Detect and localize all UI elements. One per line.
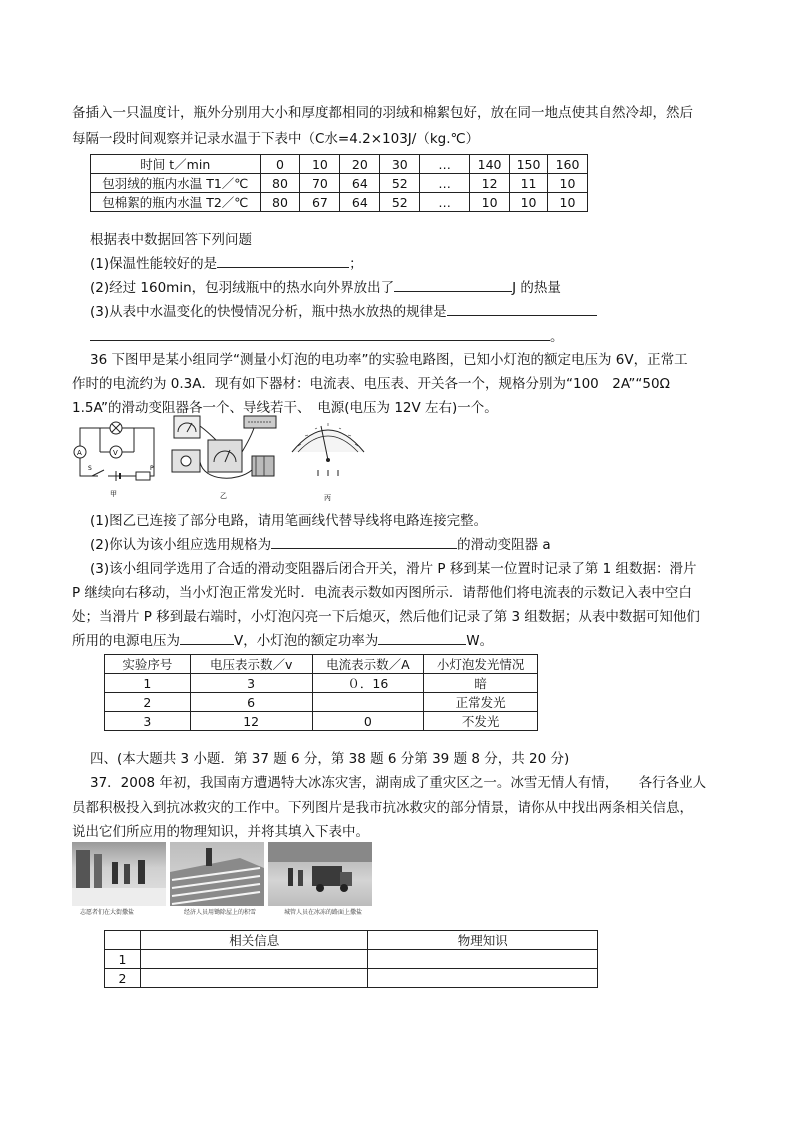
table-header-cell: 小灯泡发光情况 [424,655,538,674]
svg-text:P: P [150,465,154,472]
table-header-cell: 0 [260,155,300,174]
figure-label-a: 甲 [110,490,117,498]
section-4-title: 四、(本大题共 3 小题．第 37 题 6 分，第 38 题 6 分第 39 题 8 分，共 20 分) [90,751,570,767]
q36-sub-3-line-1: (3)该小组同学选用了合适的滑动变阻器后闭合开关，滑片 P 移到某一位置时记录了第 1 组数据：滑片 [90,561,697,577]
answer-blank[interactable] [378,630,466,645]
question-text: W。 [466,633,494,649]
question-text: V，小灯泡的额定功率为 [234,633,379,649]
q35-sub-3-cont [90,325,564,345]
apparatus-figure [168,412,280,502]
experiment-table-header-row [105,655,538,674]
table-row [105,693,538,712]
photo-roof-snow [170,842,264,906]
table-cell: 2 [105,969,141,988]
q35-sub-3 [90,300,597,320]
question-text: 的滑动变阻器 a [457,537,551,553]
photo-scene [72,842,166,906]
svg-text:A: A [77,449,82,457]
question-text: 。 [550,329,564,345]
answer-blank[interactable] [394,277,512,292]
q35-sub-1 [90,252,363,272]
table-header-cell: 30 [380,155,420,174]
question-text: J 的热量 [512,280,561,296]
table-cell: 52 [380,193,420,212]
table-cell: 包羽绒的瓶内水温 T1／℃ [91,174,261,193]
table-cell: 1 [105,674,191,693]
table-header-cell: 电压表示数／v [190,655,312,674]
table-cell: 52 [380,174,420,193]
table-header-cell: 物理知识 [368,931,598,950]
table-cell: 64 [340,193,380,212]
photo-caption: 志愿者们在大街撒盐 [80,909,135,916]
photo-scene [170,842,264,906]
table-cell: 1 [105,950,141,969]
table-cell: 11 [510,174,548,193]
table-row [105,712,538,731]
answer-cell[interactable] [140,950,368,969]
figure-label-c: 丙 [324,494,331,502]
table-cell: 80 [260,174,300,193]
temperature-table [90,154,588,212]
q37-line-3: 说出它们所应用的物理知识，并将其填入下表中。 [72,824,369,840]
table-cell[interactable] [312,693,424,712]
answer-cell[interactable] [140,969,368,988]
table-cell: … [420,193,470,212]
answer-blank[interactable] [217,253,349,268]
table-cell: 3 [190,674,312,693]
question-text: 所用的电源电压为 [72,633,180,649]
table-cell: ０．16 [312,674,424,693]
question-text: ； [349,256,363,272]
table-header-cell: 150 [510,155,548,174]
ammeter-dial-figure [288,414,368,502]
table-cell: … [420,174,470,193]
q36-line-3: 1.5A”的滑动变阻器各一个、导线若干、 电源(电压为 12V 左右)一个。 [72,400,498,416]
table-header-cell: 140 [470,155,510,174]
intro-line-1: 备插入一只温度计，瓶外分别用大小和厚度都相同的羽绒和棉絮包好，放在同一地点使其自然冷却，然后 [72,105,693,121]
table-cell: 10 [510,193,548,212]
table-cell: 64 [340,174,380,193]
table-header-cell: 时间 t／min [91,155,261,174]
table-cell: 70 [300,174,340,193]
table-header-cell: … [420,155,470,174]
question-text: (2)你认为该小组应选用规格为 [90,537,272,553]
table-header-cell: 相关信息 [140,931,368,950]
table-cell: 12 [190,712,312,731]
question-text: (1)保温性能较好的是 [90,256,218,272]
answer-blank[interactable] [271,534,457,549]
figure-label-b: 乙 [220,492,227,500]
table-cell: 10 [548,193,588,212]
table-cell: 正常发光 [424,693,538,712]
table-row [91,193,588,212]
table-cell: 暗 [424,674,538,693]
table-cell: 6 [190,693,312,712]
table-header-cell [105,931,141,950]
answer-table [104,930,598,988]
answer-blank[interactable] [90,326,550,341]
table-header-cell: 实验序号 [105,655,191,674]
table-row [91,174,588,193]
table-row [105,950,598,969]
table-cell: 包棉絮的瓶内水温 T2／℃ [91,193,261,212]
table-header-cell: 20 [340,155,380,174]
q36-sub-2 [90,533,551,553]
experiment-table [104,654,538,731]
table-header-cell: 电流表示数／A [312,655,424,674]
answer-cell[interactable] [368,950,598,969]
answer-table-header-row [105,931,598,950]
q36-sub-1: (1)图乙已连接了部分电路，请用笔画线代替导线将电路连接完整。 [90,513,488,529]
table-row [105,969,598,988]
answer-blank[interactable] [447,301,597,316]
photo-caption: 城管人员在冰冻的路面上撒盐 [284,909,363,916]
photo-caption: 经济人员用锄除屋上的积雪 [184,909,257,916]
table-row [105,674,538,693]
q36-line-1: 36 下图甲是某小组同学“测量小灯泡的电功率”的实验电路图，已知小灯泡的额定电压为 6V，正常工 [90,352,688,368]
svg-text:V: V [113,449,118,457]
q36-sub-3-line-2: P 继续向右移动，当小灯泡正常发光时．电流表示数如丙图所示．请帮他们将电流表的示数记入表中空白 [72,585,692,601]
table-cell: 10 [470,193,510,212]
question-text: (2)经过 160min，包羽绒瓶中的热水向外界放出了 [90,280,395,296]
temperature-table-header-row [91,155,588,174]
q37-line-1: 37．2008 年初，我国南方遭遇特大冰冻灾害，湖南成了重灾区之一。冰雪无情人有情， 各行各业人 [90,775,707,791]
q36-line-2: 作时的电流约为 0.3A．现有如下器材：电流表、电压表、开关各一个，规格分别为“100 2A”“50Ω [72,376,670,392]
table-cell: 67 [300,193,340,212]
q36-sub-3-line-4 [72,629,493,649]
answer-cell[interactable] [368,969,598,988]
table-header-cell: 10 [300,155,340,174]
q35-lead: 根据表中数据回答下列问题 [90,232,252,248]
table-cell: 12 [470,174,510,193]
table-cell: 3 [105,712,191,731]
table-cell: 80 [260,193,300,212]
q37-line-2: 员都积极投入到抗冰救灾的工作中。下列图片是我市抗冰救灾的部分情景，请你从中找出两条相关信息， [72,800,693,816]
intro-line-2: 每隔一段时间观察并记录水温于下表中（C水=4.2×103J/（kg.℃） [72,131,480,147]
question-text: (3)从表中水温变化的快慢情况分析，瓶中热水放热的规律是 [90,304,447,320]
answer-blank[interactable] [180,630,234,645]
svg-text:S: S [88,465,92,472]
table-cell: 不发光 [424,712,538,731]
photo-scene [268,842,372,906]
table-cell: 2 [105,693,191,712]
photo-volunteers [72,842,166,906]
table-header-cell: 160 [548,155,588,174]
q35-sub-2 [90,276,561,296]
table-cell: 10 [548,174,588,193]
photo-road-salt [268,842,372,906]
table-cell: 0 [312,712,424,731]
q36-sub-3-line-3: 处；当滑片 P 移到最右端时，小灯泡闪亮一下后熄灭，然后他们记录了第 3 组数据；从表中数据可知他们 [72,609,700,625]
circuit-diagram-figure [72,418,162,498]
